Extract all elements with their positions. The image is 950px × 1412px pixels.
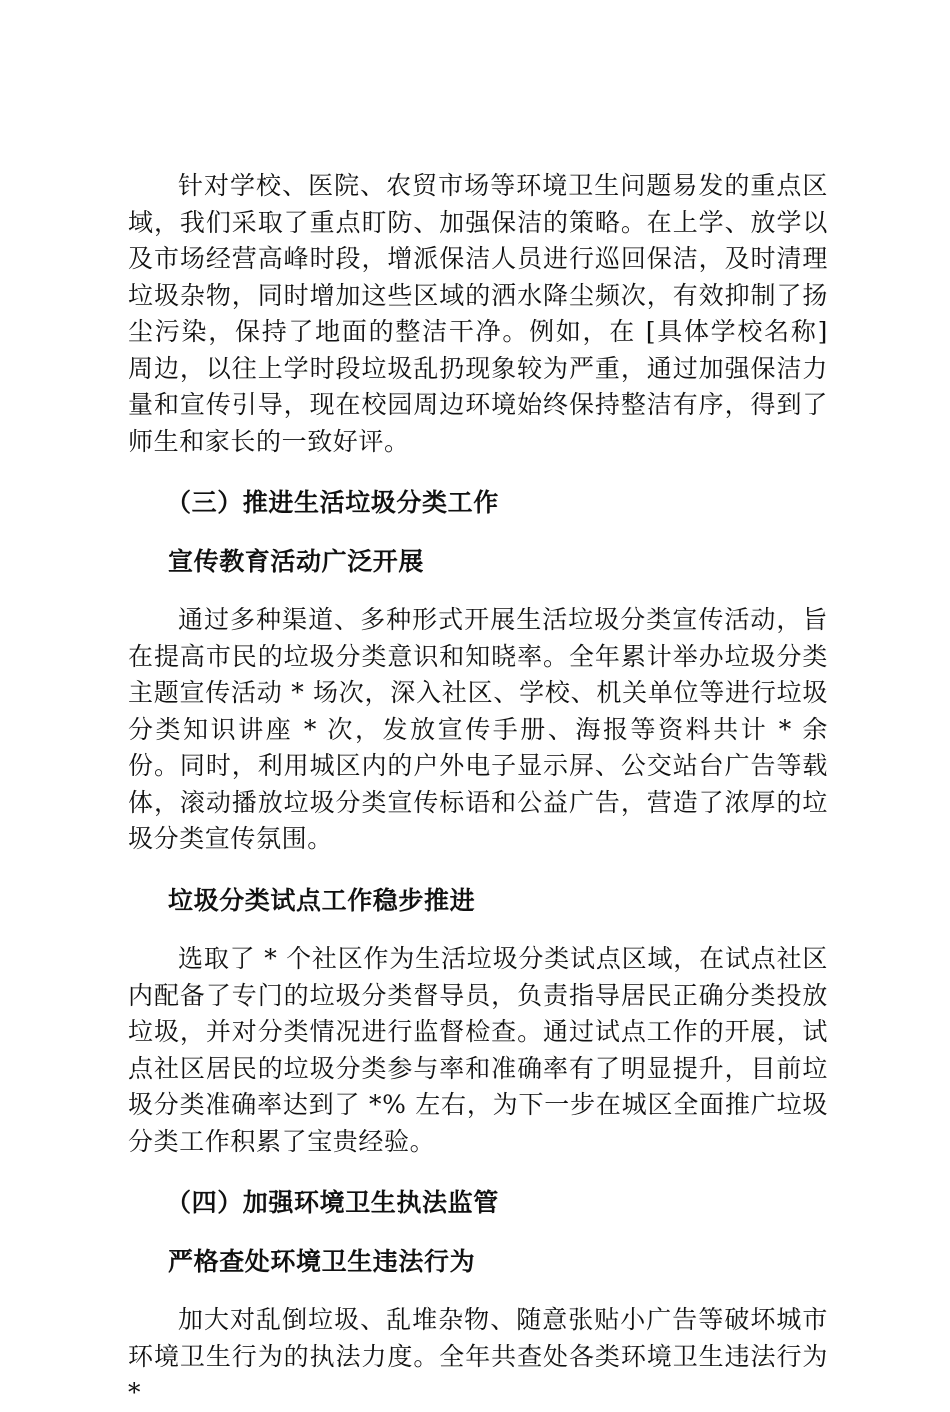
subheading-violation-handling: 严格查处环境卫生违法行为	[168, 1246, 476, 1276]
document-page	[128, 168, 828, 1412]
section-heading-enforcement: （四）加强环境卫生执法监管	[166, 1188, 499, 1217]
subheading-pilot-work: 垃圾分类试点工作稳步推进	[168, 885, 476, 915]
paragraph-violation-handling: 加大对乱倒垃圾、乱堆杂物、随意张贴小广告等破坏城市环境卫生行为的执法力度。全年共查处各类环境卫生违法行为 *	[128, 1305, 828, 1407]
subheading-publicity-education: 宣传教育活动广泛开展	[168, 546, 425, 576]
section-heading-garbage-sorting: （三）推进生活垃圾分类工作	[166, 488, 499, 517]
paragraph-pilot-work: 选取了 * 个社区作为生活垃圾分类试点区域，在试点社区内配备了专门的垃圾分类督导员，负责指导居民正确分类投放垃圾，并对分类情况进行监督检查。通过试点工作的开展，试点社区居民的垃圾分类参与率和准确率有了明显提升，目前垃圾分类准确率达到了 *% 左右，为下一步在城区全面推广垃圾分类工作积累了宝贵经验。	[128, 944, 828, 1156]
paragraph-publicity-education: 通过多种渠道、多种形式开展生活垃圾分类宣传活动，旨在提高市民的垃圾分类意识和知晓率。全年累计举办垃圾分类主题宣传活动 * 场次，深入社区、学校、机关单位等进行垃圾分类知识讲座 * 次，发放宣传手册、海报等资料共计 * 余份。同时，利用城区内的户外电子显示屏、公交站台广告等载体，滚动播放垃圾分类宣传标语和公益广告，营造了浓厚的垃圾分类宣传氛围。	[128, 605, 828, 853]
paragraph-key-area-cleaning: 针对学校、医院、农贸市场等环境卫生问题易发的重点区域，我们采取了重点盯防、加强保洁的策略。在上学、放学以及市场经营高峰时段，增派保洁人员进行巡回保洁，及时清理垃圾杂物，同时增加这些区域的洒水降尘频次，有效抑制了扬尘污染，保持了地面的整洁干净。例如，在 [具体学校名称] 周边，以往上学时段垃圾乱扔现象较为严重，通过加强保洁力量和宣传引导，现在校园周边环境始终保持整洁有序，得到了师生和家长的一致好评。	[128, 171, 828, 456]
